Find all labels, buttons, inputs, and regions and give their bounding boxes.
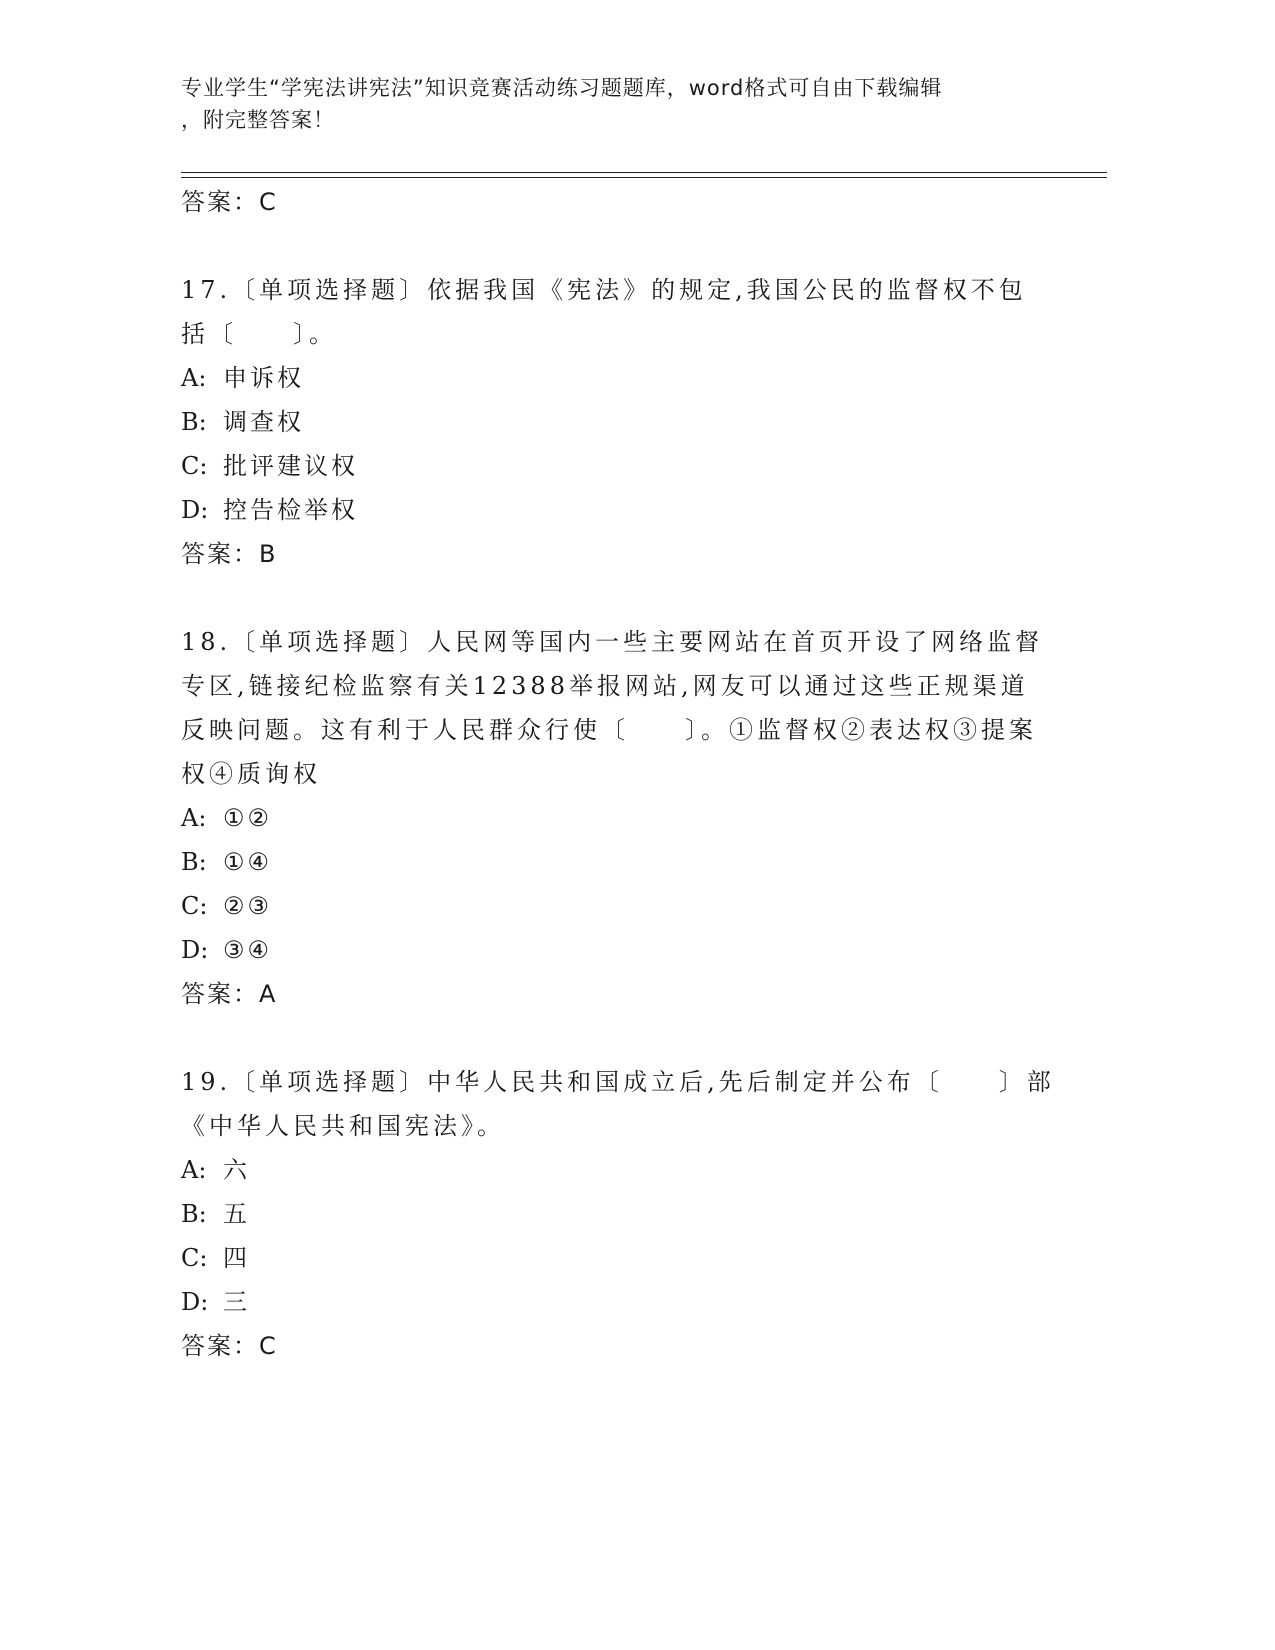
header-line-1: 专业学生“学宪法讲宪法”知识竞赛活动练习题题库，word格式可自由下载编辑 (181, 76, 943, 100)
question-line: 17.〔单项选择题〕依据我国《宪法》的规定,我国公民的监督权不包 (181, 276, 1027, 304)
answer-line: 答案：A (181, 980, 278, 1008)
option-text: 申诉权 (223, 364, 304, 392)
previous-answer: 答案：C (181, 188, 278, 216)
question-line: 括〔 〕。 (181, 320, 337, 348)
option-d (181, 1280, 1041, 1324)
question-text (181, 1060, 1055, 1148)
question-line: 专区,链接纪检监察有关12388举报网站,网友可以通过这些正规渠道 (181, 672, 1029, 700)
option-c (181, 444, 1041, 488)
question-list (181, 180, 1055, 1368)
option-text: 六 (223, 1156, 250, 1184)
option-key: B: (181, 1200, 207, 1228)
option-text: 四 (223, 1244, 250, 1272)
option-text: 三 (223, 1288, 250, 1316)
page-header (181, 72, 1041, 136)
option-key: D: (181, 1288, 209, 1316)
option-a (181, 796, 1041, 840)
option-key: C: (181, 892, 208, 920)
option-a (181, 1148, 1041, 1192)
option-key: C: (181, 1244, 208, 1272)
header-rule-bottom (181, 177, 1107, 178)
option-text: ①② (223, 804, 273, 832)
option-key: C: (181, 452, 208, 480)
answer-line: 答案：C (181, 1332, 278, 1360)
question-19 (181, 1060, 1055, 1368)
option-b (181, 400, 1041, 444)
option-text: ①④ (223, 848, 273, 876)
question-17 (181, 268, 1041, 576)
question-line: 18.〔单项选择题〕人民网等国内一些主要网站在首页开设了网络监督 (181, 628, 1044, 656)
option-key: A: (181, 1156, 207, 1184)
option-d (181, 488, 1041, 532)
option-text: 批评建议权 (223, 452, 358, 480)
question-line: 19.〔单项选择题〕中华人民共和国成立后,先后制定并公布〔 〕部 (181, 1068, 1055, 1096)
option-text: ③④ (223, 936, 273, 964)
option-b (181, 1192, 1041, 1236)
header-rule-top (181, 172, 1107, 173)
option-d (181, 928, 1041, 972)
option-key: D: (181, 496, 209, 524)
option-key: B: (181, 848, 207, 876)
answer-line: 答案：B (181, 540, 278, 568)
question-line: 反映问题。这有利于人民群众行使〔 〕。①监督权②表达权③提案 (181, 716, 1037, 744)
option-text: 控告检举权 (223, 496, 358, 524)
option-b (181, 840, 1041, 884)
option-key: A: (181, 804, 207, 832)
option-c (181, 884, 1041, 928)
question-line: 权④质询权 (181, 760, 321, 788)
option-key: B: (181, 408, 207, 436)
option-c (181, 1236, 1041, 1280)
option-key: D: (181, 936, 209, 964)
header-line-2: ，附完整答案！ (181, 108, 335, 132)
option-text: 五 (223, 1200, 250, 1228)
option-key: A: (181, 364, 207, 392)
question-line: 《中华人民共和国宪法》。 (181, 1112, 505, 1140)
question-text (181, 620, 1044, 796)
option-text: ②③ (223, 892, 273, 920)
question-18 (181, 620, 1044, 1016)
option-a (181, 356, 1041, 400)
option-text: 调查权 (223, 408, 304, 436)
question-text (181, 268, 1041, 356)
